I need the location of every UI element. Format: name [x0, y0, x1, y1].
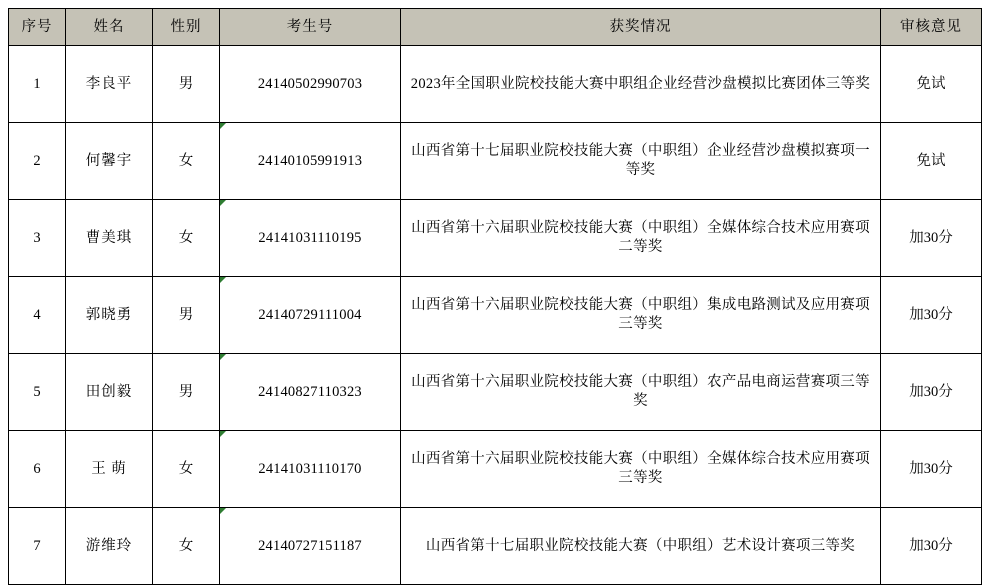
table-header [9, 9, 982, 46]
cell-gender: 女 [153, 123, 220, 200]
cell-review: 免试 [881, 46, 982, 123]
cell-review: 加30分 [881, 508, 982, 585]
cell-gender: 女 [153, 431, 220, 508]
table-row [9, 123, 982, 200]
table-row [9, 277, 982, 354]
cell-name: 曹美琪 [66, 200, 153, 277]
cell-name: 王 萌 [66, 431, 153, 508]
cell-name: 李良平 [66, 46, 153, 123]
award-list-table [8, 8, 982, 585]
cell-exam-no: 24140827110323 [220, 354, 401, 431]
cell-gender: 男 [153, 277, 220, 354]
table-row [9, 354, 982, 431]
table-body [9, 46, 982, 585]
cell-exam-no: 24141031110170 [220, 431, 401, 508]
cell-name: 何馨宇 [66, 123, 153, 200]
column-header-review: 审核意见 [881, 9, 982, 46]
column-header-name: 姓名 [66, 9, 153, 46]
cell-gender: 男 [153, 46, 220, 123]
column-header-gender: 性别 [153, 9, 220, 46]
cell-exam-no: 24140729111004 [220, 277, 401, 354]
cell-name: 游维玲 [66, 508, 153, 585]
cell-review: 免试 [881, 123, 982, 200]
cell-exam-no: 24140105991913 [220, 123, 401, 200]
cell-award: 山西省第十六届职业院校技能大赛（中职组）农产品电商运营赛项三等奖 [401, 354, 881, 431]
cell-gender: 女 [153, 508, 220, 585]
cell-index: 4 [9, 277, 66, 354]
cell-exam-no: 24140727151187 [220, 508, 401, 585]
cell-index: 6 [9, 431, 66, 508]
cell-review: 加30分 [881, 200, 982, 277]
cell-review: 加30分 [881, 354, 982, 431]
cell-review: 加30分 [881, 431, 982, 508]
cell-index: 7 [9, 508, 66, 585]
cell-award: 山西省第十七届职业院校技能大赛（中职组）企业经营沙盘模拟赛项一等奖 [401, 123, 881, 200]
cell-award: 山西省第十六届职业院校技能大赛（中职组）全媒体综合技术应用赛项三等奖 [401, 431, 881, 508]
table-row [9, 431, 982, 508]
table-row [9, 46, 982, 123]
column-header-exam-no: 考生号 [220, 9, 401, 46]
cell-exam-no: 24140502990703 [220, 46, 401, 123]
table-header-row [9, 9, 982, 46]
cell-index: 2 [9, 123, 66, 200]
table-row [9, 508, 982, 585]
cell-index: 3 [9, 200, 66, 277]
cell-name: 郭晓勇 [66, 277, 153, 354]
cell-award: 山西省第十七届职业院校技能大赛（中职组）艺术设计赛项三等奖 [401, 508, 881, 585]
cell-gender: 女 [153, 200, 220, 277]
cell-award: 山西省第十六届职业院校技能大赛（中职组）集成电路测试及应用赛项三等奖 [401, 277, 881, 354]
table-row [9, 200, 982, 277]
cell-name: 田创毅 [66, 354, 153, 431]
cell-index: 5 [9, 354, 66, 431]
cell-review: 加30分 [881, 277, 982, 354]
cell-award: 2023年全国职业院校技能大赛中职组企业经营沙盘模拟比赛团体三等奖 [401, 46, 881, 123]
cell-gender: 男 [153, 354, 220, 431]
cell-index: 1 [9, 46, 66, 123]
cell-award: 山西省第十六届职业院校技能大赛（中职组）全媒体综合技术应用赛项二等奖 [401, 200, 881, 277]
column-header-index: 序号 [9, 9, 66, 46]
column-header-award: 获奖情况 [401, 9, 881, 46]
cell-exam-no: 24141031110195 [220, 200, 401, 277]
